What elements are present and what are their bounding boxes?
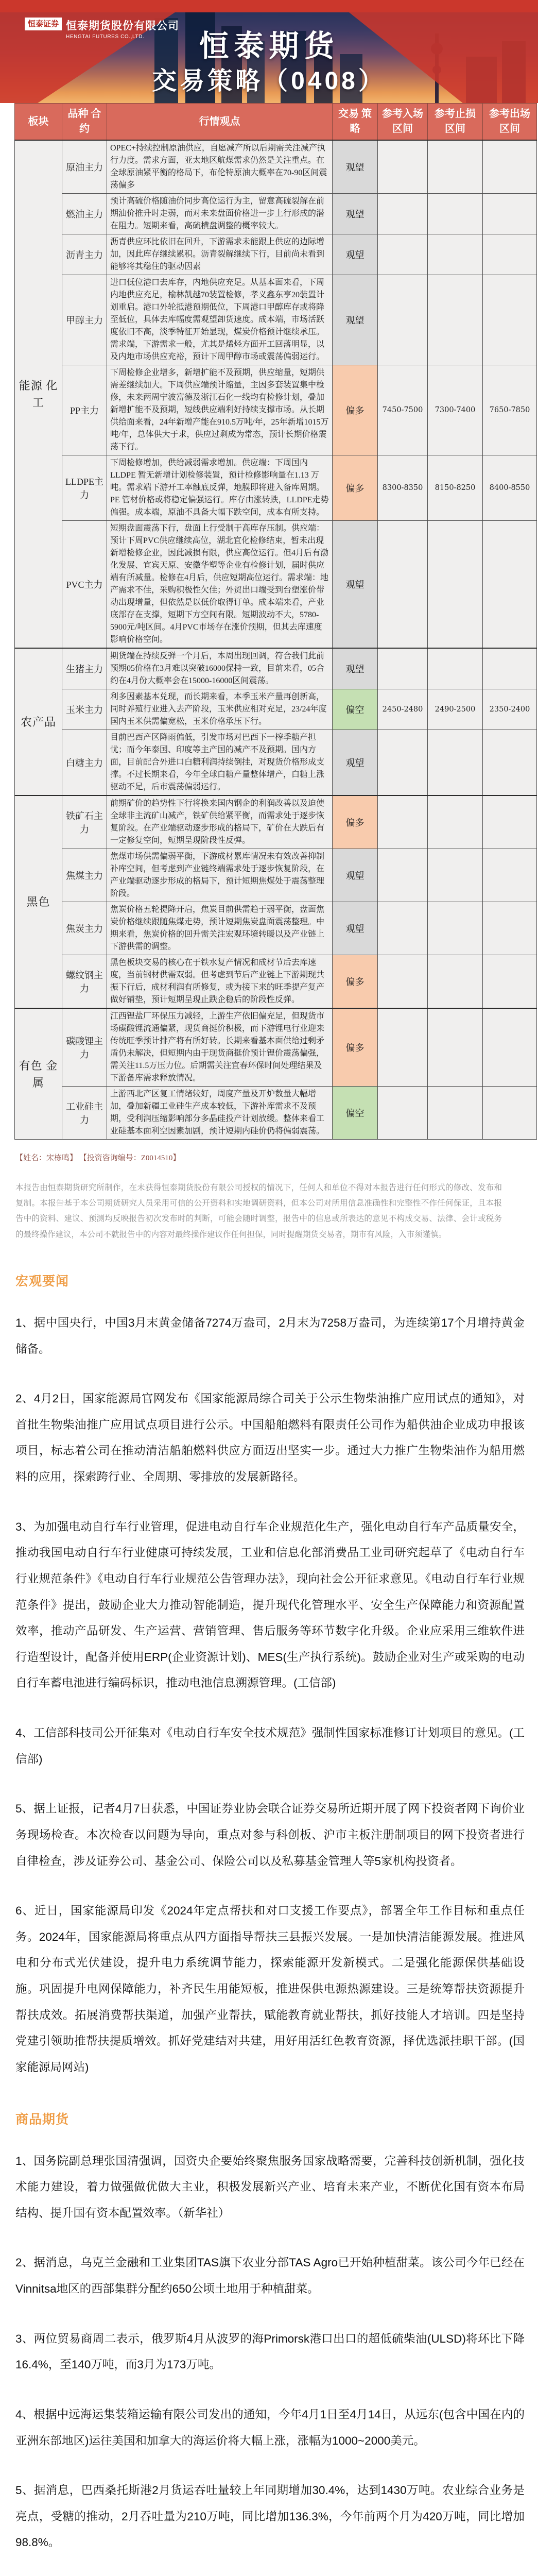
- entry-range-cell: 2450-2480: [378, 689, 428, 730]
- strategy-cell: 观望: [333, 730, 378, 796]
- market-view-cell: OPEC+持续控制原油供应，自愿减产所以后期需关注减产执行力度。需求方面，亚太地区航煤需求仍然是关注重点。在全球原油紧平衡的格局下，布伦特原油大概率在70-90区间震荡偏多: [107, 140, 333, 194]
- market-view-cell: 预计高硫价格随油价同步高位运行为主，留意高硫裂解在前期油价推升时走弱，而对未来盘面价格进一步上行形成的潜在阻力。短期来看，高硫横盘调整的概率较大。: [107, 194, 333, 234]
- news-item: 1、国务院副总理张国清强调，国资央企要始终聚焦服务国家战略需要，完善科技创新机制，强化技术能力建设，着力做强做优做大主业，积极发展新兴产业、培育未来产业，不断优化国有资本布局结构、提升国有资本配置效率。（新华社）: [15, 2148, 525, 2227]
- table-row: [15, 194, 537, 234]
- stop-range-cell: 7300-7400: [428, 365, 483, 455]
- table-row: [15, 689, 537, 730]
- market-view-cell: 前期矿价的趋势性下行将换来国内钢企的利润改善以及迫使全球非主流矿山减产，铁矿供给紧平衡，而需求处于逐步恢复阶段。在产业端驱动逐步形成的格局下，矿价在大跌后有一定修复空间，短期呈现阶段性反弹。: [107, 795, 333, 849]
- exit-range-cell: [483, 140, 537, 194]
- strategy-cell: 观望: [333, 234, 378, 275]
- column-header-2: 行情观点: [107, 104, 333, 141]
- variety-cell: 焦炭主力: [62, 902, 107, 955]
- market-view-cell: 下周检修企业增多，新增扩能不及预期，供应缩量，短期供需差继续加大。下周供应端预计缩量，主因多套装置集中检修，未来两周宁波富德及浙江石化一线均有检修计划，叠加新增扩能不及预期，短线供应端利好持续支撑市场。从长期供给面来看，24年新增产能在910.5万吨/年，25年新增1015万吨/年，总体供大于求，供应过剩成为常态，预计长期价格震荡下行。: [107, 365, 333, 455]
- strategy-cell: 偏多: [333, 365, 378, 455]
- column-header-5: 参考止损 区间: [428, 104, 483, 141]
- exit-range-cell: [483, 955, 537, 1009]
- market-view-cell: 目前巴西产区降雨偏低，引发市场对巴西下一榨季糖产担忧；而今年泰国、印度等主产国的减产不及预期。国内方面，目前配合外进口白糖利润持续倒挂，对现货价格形成支撑。不过长期来看，今年全球白糖产量整体增产，白糖上涨驱动不足，后市震荡偏弱运行。: [107, 730, 333, 796]
- variety-cell: 原油主力: [62, 140, 107, 194]
- table-row: [15, 955, 537, 1009]
- strategy-cell: 观望: [333, 140, 378, 194]
- variety-cell: 焦煤主力: [62, 849, 107, 902]
- news-sections: [0, 1271, 538, 2576]
- table-row: [15, 521, 537, 649]
- news-section-title: 宏观要闻: [15, 1271, 538, 1290]
- entry-range-cell: [378, 849, 428, 902]
- column-header-4: 参考入场 区间: [378, 104, 428, 141]
- stop-range-cell: 2490-2500: [428, 689, 483, 730]
- table-row: [15, 1087, 537, 1140]
- market-view-cell: 焦煤市场供需偏弱平衡，下游成材累库情况未有效改善抑制补库空间，但考虑到产业链终端需求处于逐步恢复阶段，在产业端驱动逐步形成的格局下，预计短期焦煤处于震荡整理阶段。: [107, 849, 333, 902]
- news-item: 4、工信部科技司公开征集对《电动自行车安全技术规范》强制性国家标准修订计划项目的意见。(工信部): [15, 1720, 525, 1772]
- strategy-cell: 偏多: [333, 955, 378, 1009]
- variety-cell: 螺纹钢主力: [62, 955, 107, 1009]
- exit-range-cell: [483, 521, 537, 649]
- exit-range-cell: 2350-2400: [483, 689, 537, 730]
- market-view-cell: 黑色板块交易的核心在于铁水复产情况和成材节后去库速度，当前钢材供需双弱。但考虑到节后产业链上下游期现共振下行后，成材利润有所修复，或为接下来的旺季提产复产做好铺垫，预计短期呈现止跌企稳后的阶段性反弹。: [107, 955, 333, 1009]
- news-item: 5、据上证报，记者4月7日获悉，中国证券业协会联合证券交易所近期开展了网下投资者网下询价业务现场检查。本次检查以问题为导向，重点对参与科创板、沪市主板注册制项目的网下投资者进行自律检查，涉及证券公司、基金公司、保险公司以及私募基金管理人等5家机构投资者。: [15, 1796, 525, 1874]
- news-item: 4、根据中远海运集装箱运输有限公司发出的通知，今年4月1日至4月14日，从远东(包含中国在内的亚洲东部地区)运往美国和加拿大的海运价将大幅上涨，涨幅为1000~2000美元。: [15, 2402, 525, 2454]
- exit-range-cell: [483, 730, 537, 796]
- logo-mark: [25, 18, 62, 30]
- column-header-1: 品种 合约: [62, 104, 107, 141]
- table-row: [15, 902, 537, 955]
- entry-range-cell: [378, 194, 428, 234]
- stop-range-cell: [428, 275, 483, 365]
- strategy-cell: 偏空: [333, 1087, 378, 1140]
- entry-range-cell: [378, 234, 428, 275]
- news-section: [0, 2109, 538, 2576]
- news-item: 6、近日，国家能源局印发《2024年定点帮扶和对口支援工作要点》，部署全年工作目标和重点任务。2024年，国家能源局将重点从四方面指导帮扶三县振兴发展。一是加快清洁能源发展。推进风电和分布式光伏建设，提升电力系统调节能力，探索能源开发新模式。二是强化能源保供基础设施。巩固提升电网保障能力，补齐民生用能短板，推进保供电源热源建设。三是统筹帮扶资源提升帮扶成效。拓展消费帮扶渠道，加强产业帮扶，赋能教育就业帮扶，抓好技能人才培训。四是坚持党建引领助推帮扶提质增效。抓好党建结对共建，用好用活红色教育资源，择优选派挂职干部。(国家能源局网站): [15, 1898, 525, 2080]
- exit-range-cell: [483, 1087, 537, 1140]
- sector-cell: 农产品: [15, 648, 62, 795]
- entry-range-cell: [378, 955, 428, 1009]
- exit-range-cell: [483, 648, 537, 689]
- table-row: [15, 730, 537, 796]
- news-item: 2、4月2日，国家能源局官网发布《国家能源局综合司关于公示生物柴油推广应用试点的通知》，对首批生物柴油推广应用试点项目进行公示。中国船舶燃料有限责任公司作为船供油企业成功申报该项目，标志着公司在推动清洁船舶燃料供应方面迈出坚实一步。通过大力推广生物柴油作为船用燃料的应用，探索跨行业、全周期、零排放的发展新路径。: [15, 1386, 525, 1490]
- table-row: [15, 234, 537, 275]
- entry-range-cell: [378, 521, 428, 649]
- stop-range-cell: [428, 234, 483, 275]
- exit-range-cell: [483, 795, 537, 849]
- news-item: 3、两位贸易商周二表示，俄罗斯4月从波罗的海Primorsk港口出口的超低硫柴油(ULSD)将环比下降16.4%，至140万吨，而3月为173万吨。: [15, 2326, 525, 2378]
- table-header-row: [15, 104, 537, 141]
- disclaimer-text: 本报告由恒泰期货研究所制作，在未获得恒泰期货股份有限公司授权的情况下，任何人和单位不得对本报告进行任何形式的修改、发布和复制。本报告基于本公司期货研究人员采用可信的公开资料和实地调研资料，但本公司对所用信息准确性和完整性不作任何保证，且本报告中的资料、建议、预测均反映报告初次发布时的判断，可能会随时调整，报告中的信息或所表达的意见不构成交易、法律、会计或税务的最终操作建议，本公司不就报告中的内容对最终操作建议作任何担保，同时提醒期货交易者，期市有风险，入市须谨慎。: [15, 1180, 502, 1243]
- market-view-cell: 焦炭价格五轮提降开启，焦炭目前供需趋于弱平衡，盘面焦炭价格继续跟随焦煤走势，预计短期焦炭盘面震荡整理。中期来看，焦炭价格的回升需关注宏观环境转暖以及产业链上下游供需的调整。: [107, 902, 333, 955]
- strategy-cell: 偏多: [333, 795, 378, 849]
- table-row: [15, 648, 537, 689]
- news-section: [0, 1271, 538, 2081]
- table-row: [15, 1008, 537, 1087]
- table-row: [15, 365, 537, 455]
- variety-cell: PP主力: [62, 365, 107, 455]
- column-header-3: 交易 策略: [333, 104, 378, 141]
- entry-range-cell: [378, 648, 428, 689]
- strategy-cell: 观望: [333, 194, 378, 234]
- market-view-cell: 上游西北产区复工情绪较好，周度产量及开炉数量大幅增加，叠加新疆工业硅生产成本较低，下游补库需求不及预期，受利润压缩影响部分多晶硅投产计划放缓。整体来看工业硅基本面利空因素加剧，预计短期内硅价仍将偏弱震荡。: [107, 1087, 333, 1140]
- exit-range-cell: [483, 275, 537, 365]
- strategy-cell: 观望: [333, 902, 378, 955]
- table-row: [15, 140, 537, 194]
- entry-range-cell: 8300-8350: [378, 455, 428, 521]
- stop-range-cell: [428, 902, 483, 955]
- market-view-cell: 进口低位港口去库存，内地供应充足。从基本面来看，下周内地供应充足，榆林凯越70装置检修，孝义鑫东亨20装置计划重启。港口外轮抵港预期低位，下周港口甲醇库存或将降至低位，具体去库幅度需观望卸货速度。成本端，市场活跃度依旧不高，淡季特征开始显现，煤炭价格预计继续承压。需求端，下游需求一般，尤其是烯烃方面开工回落明显，以及内地市场供应充裕，预计下周甲醇市场或震荡偏弱运行。: [107, 275, 333, 365]
- stop-range-cell: [428, 849, 483, 902]
- stop-range-cell: [428, 648, 483, 689]
- strategy-cell: 观望: [333, 275, 378, 365]
- market-view-cell: 沥青供应环比依旧在回升，下游需求未能跟上供应的边际增加，因此库存继续累积。沥青裂解继续下行，目前尚未看到能够将其稳住的驱动因素: [107, 234, 333, 275]
- table-row: [15, 795, 537, 849]
- column-header-6: 参考出场 区间: [483, 104, 537, 141]
- market-view-cell: 江西锂盐厂环保压力减轻，上游生产依旧偏充足，但现货市场碳酸锂流通偏紧，现货商挺价积极，而下游锂电行业迎来传统旺季预计排产将有所好转。长期来看基本面供给过剩矛盾仍未解决，但短期内由于现货商挺价预计锂价震荡偏强，需关注11.5万压力位。后期需关注宜春环保时间处理结果及下游备库需求释放情况。: [107, 1008, 333, 1087]
- sector-cell: 能源 化工: [15, 140, 62, 648]
- variety-cell: PVC主力: [62, 521, 107, 649]
- company-name-en: HENGTAI FUTURES CO.,LTD.: [66, 34, 179, 40]
- market-view-cell: 下周检修增加，供给减弱需求增加。供应端：下周国内LLDPE 暂无新增计划检修装置，预计检修影响量在1.13 万吨。需求端下游开工率触底反弹，地膜即将进入备库周期。PE 管材价格或将稳定偏强运行。库存由涨转跌，LLDPE走势偏强。成本端，原油不具备大幅下跌空间，成本有所支持。: [107, 455, 333, 521]
- strategy-cell: 观望: [333, 849, 378, 902]
- entry-range-cell: [378, 902, 428, 955]
- entry-range-cell: 7450-7500: [378, 365, 428, 455]
- exit-range-cell: 8400-8550: [483, 455, 537, 521]
- variety-cell: 玉米主力: [62, 689, 107, 730]
- exit-range-cell: [483, 1008, 537, 1087]
- market-view-cell: 短期盘面震荡下行，盘面上行受制于高库存压制。供应端：预计下周PVC供应继续高位，湖北宜化检修结束，暂未出现新增检修企业，因此减损有限，供应高位运行。但4月后有渤化发展、宜宾天原、安徽华塑等企业有检修计划，届时供应端有所减量。检修在4月后，供应短期高位运行。需求端：地产需求不佳，采购积极性欠佳；外贸出口端受到台塑涨价带动出现增量，但依然是以低价取得订单。成本端来看，产业底部存在支撑，短期下方空间有限。短期波动不大，5780-5900元/吨区间。4月PVC市场存在涨价预期，但其去库速度影响价格空间。: [107, 521, 333, 649]
- exit-range-cell: [483, 194, 537, 234]
- news-item: 3、为加强电动自行车行业管理，促进电动自行车企业规范化生产，强化电动自行车产品质量安全，推动我国电动自行车行业健康可持续发展，工业和信息化部消费品工业司研究起草了《电动自行车行业规范条件》《电动自行车行业规范公告管理办法》，现向社会公开征求意见。《电动自行车行业规范条件》提出，鼓励企业大力推动智能制造，提升现代化管理水平、安全生产保障能力和资源配置效率，推动产品研发、生产运营、营销管理、售后服务等环节数字化升级。企业应采用三维软件进行造型设计，配备并使用ERP(企业资源计划)、MES(生产执行系统)。鼓励企业对生产或采购的电动自行车蓄电池进行编码标识，推动电池信息溯源管理。(工信部): [15, 1514, 525, 1697]
- strategy-cell: 偏空: [333, 689, 378, 730]
- banner: [0, 0, 538, 103]
- strategy-cell: 偏多: [333, 455, 378, 521]
- company-name-cn: 恒泰期货股份有限公司: [66, 18, 179, 33]
- strategy-cell: 偏多: [333, 1008, 378, 1087]
- variety-cell: 甲醇主力: [62, 275, 107, 365]
- variety-cell: LLDPE主力: [62, 455, 107, 521]
- entry-range-cell: [378, 795, 428, 849]
- variety-cell: 碳酸锂主力: [62, 1008, 107, 1087]
- red-top-strip: [0, 0, 538, 12]
- entry-range-cell: [378, 275, 428, 365]
- strategy-cell: 观望: [333, 648, 378, 689]
- analyst-line: 【姓名：宋栋鸣】 【投资咨询编号：Z0014510】: [15, 1152, 538, 1163]
- stop-range-cell: 8150-8250: [428, 455, 483, 521]
- stop-range-cell: [428, 521, 483, 649]
- entry-range-cell: [378, 1008, 428, 1087]
- column-header-0: 板块: [15, 104, 62, 141]
- stop-range-cell: [428, 194, 483, 234]
- stop-range-cell: [428, 1008, 483, 1087]
- table-row: [15, 849, 537, 902]
- variety-cell: 工业硅主力: [62, 1087, 107, 1140]
- entry-range-cell: [378, 730, 428, 796]
- market-view-cell: 利多因素基本兑现，而长期来看，本季玉米产量再创新高，同时养殖行业进入去产阶段，玉米供应相对充足，23/24年度国内玉米供需偏宽松，玉米价格承压下行。: [107, 689, 333, 730]
- stop-range-cell: [428, 955, 483, 1009]
- variety-cell: 燃油主力: [62, 194, 107, 234]
- variety-cell: 沥青主力: [62, 234, 107, 275]
- table-row: [15, 455, 537, 521]
- sector-cell: 黑色: [15, 795, 62, 1008]
- strategy-table: [14, 103, 537, 1140]
- news-item: 1、据中国央行，中国3月末黄金储备7274万盎司，2月末为7258万盎司，为连续第17个月增持黄金储备。: [15, 1310, 525, 1362]
- company-logo: [25, 18, 179, 40]
- variety-cell: 白糖主力: [62, 730, 107, 796]
- stop-range-cell: [428, 795, 483, 849]
- entry-range-cell: [378, 1087, 428, 1140]
- report-title-line1: 恒泰期货: [0, 22, 538, 65]
- stop-range-cell: [428, 730, 483, 796]
- stop-range-cell: [428, 1087, 483, 1140]
- table-row: [15, 275, 537, 365]
- news-item: 5、据消息，巴西桑托斯港2月货运吞吐量较上年同期增加30.4%，达到1430万吨。农业综合业务是亮点，受糖的推动，2月吞吐量为210万吨，同比增加136.3%，今年前两个月为420万吨，同比增加98.8%。: [15, 2478, 525, 2556]
- exit-range-cell: [483, 902, 537, 955]
- strategy-table-body: [15, 140, 537, 1140]
- exit-range-cell: 7650-7850: [483, 365, 537, 455]
- variety-cell: 生猪主力: [62, 648, 107, 689]
- variety-cell: 铁矿石主力: [62, 795, 107, 849]
- stop-range-cell: [428, 140, 483, 194]
- news-section-title: 商品期货: [15, 2109, 538, 2128]
- sector-cell: 有色 金属: [15, 1008, 62, 1140]
- logo-text: 恒泰证券: [28, 20, 59, 28]
- strategy-cell: 观望: [333, 521, 378, 649]
- exit-range-cell: [483, 234, 537, 275]
- report-title-line2: 交易策略（0408）: [0, 61, 538, 96]
- exit-range-cell: [483, 849, 537, 902]
- news-item: 2、据消息，乌克兰金融和工业集团TAS旗下农业分部TAS Agro已开始种植甜菜。该公司今年已经在Vinnitsa地区的西部集群分配约650公顷土地用于种植甜菜。: [15, 2250, 525, 2302]
- market-view-cell: 期货端在持续反弹一个月后，本周出现回调，符合我们此前预期05价格在3月难以突破16000保持一致，目前来看，05合约在4月份大概率会在15000-16000区间震荡。: [107, 648, 333, 689]
- entry-range-cell: [378, 140, 428, 194]
